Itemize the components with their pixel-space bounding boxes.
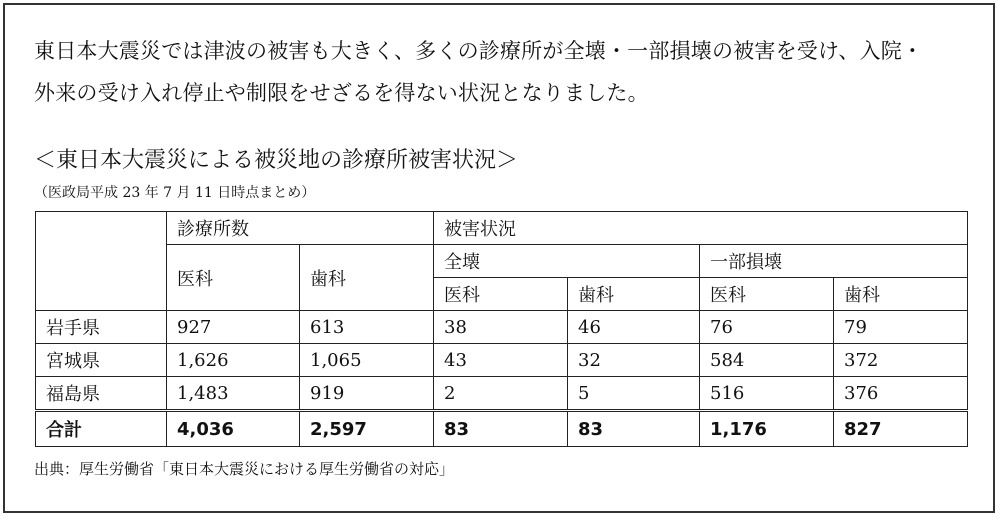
prefecture-cell: 福島県 bbox=[36, 377, 167, 411]
partial-damage-dental-cell: 79 bbox=[834, 311, 968, 344]
total-clinics-medical-cell: 4,036 bbox=[167, 411, 300, 447]
total-destruction-dental-cell: 83 bbox=[568, 411, 700, 447]
header-total-dental: 歯科 bbox=[568, 278, 700, 311]
header-partial-medical: 医科 bbox=[700, 278, 834, 311]
header-row-1 bbox=[36, 212, 968, 245]
total-row bbox=[36, 411, 968, 447]
intro-line-2: 外来の受け入れ停止や制限をせざるを得ない状況となりました。 bbox=[34, 81, 649, 105]
table-row bbox=[36, 311, 968, 344]
intro-paragraph bbox=[34, 30, 979, 114]
partial-damage-medical-cell: 76 bbox=[700, 311, 834, 344]
table-title: ＜東日本大震災による被災地の診療所被害状況＞ bbox=[34, 148, 519, 173]
prefecture-cell: 岩手県 bbox=[36, 311, 167, 344]
total-partial-dental-cell: 827 bbox=[834, 411, 968, 447]
clinics-medical-cell: 1,626 bbox=[167, 344, 300, 377]
prefecture-cell: 宮城県 bbox=[36, 344, 167, 377]
total-destruction-dental-cell: 5 bbox=[568, 377, 700, 411]
header-clinics-dental: 歯科 bbox=[300, 245, 434, 311]
header-clinics: 診療所数 bbox=[167, 212, 434, 245]
total-destruction-medical-cell: 43 bbox=[434, 344, 568, 377]
total-partial-medical-cell: 1,176 bbox=[700, 411, 834, 447]
total-destruction-medical-cell: 83 bbox=[434, 411, 568, 447]
total-label-cell: 合計 bbox=[36, 411, 167, 447]
header-clinics-medical: 医科 bbox=[167, 245, 300, 311]
clinics-medical-cell: 927 bbox=[167, 311, 300, 344]
header-total-medical: 医科 bbox=[434, 278, 568, 311]
partial-damage-dental-cell: 372 bbox=[834, 344, 968, 377]
corner-header-cell bbox=[36, 212, 167, 311]
header-damage: 被害状況 bbox=[434, 212, 968, 245]
total-clinics-dental-cell: 2,597 bbox=[300, 411, 434, 447]
header-partial-damage: 一部損壊 bbox=[700, 245, 968, 278]
clinics-dental-cell: 919 bbox=[300, 377, 434, 411]
total-destruction-medical-cell: 38 bbox=[434, 311, 568, 344]
table-row bbox=[36, 344, 968, 377]
clinics-dental-cell: 1,065 bbox=[300, 344, 434, 377]
header-partial-dental: 歯科 bbox=[834, 278, 968, 311]
header-total-destruction: 全壊 bbox=[434, 245, 700, 278]
partial-damage-dental-cell: 376 bbox=[834, 377, 968, 411]
total-destruction-dental-cell: 32 bbox=[568, 344, 700, 377]
partial-damage-medical-cell: 584 bbox=[700, 344, 834, 377]
header-row-2 bbox=[36, 245, 968, 278]
table-note: （医政局平成 23 年 7 月 11 日時点まとめ） bbox=[34, 185, 316, 201]
total-destruction-medical-cell: 2 bbox=[434, 377, 568, 411]
intro-line-1: 東日本大震災では津波の被害も大きく、多くの診療所が全壊・一部損壊の被害を受け、入院・ bbox=[34, 39, 924, 63]
table-row bbox=[36, 377, 968, 411]
total-destruction-dental-cell: 46 bbox=[568, 311, 700, 344]
clinics-medical-cell: 1,483 bbox=[167, 377, 300, 411]
clinics-dental-cell: 613 bbox=[300, 311, 434, 344]
clinic-damage-table bbox=[35, 211, 968, 447]
source-citation: 出典：厚生労働省「東日本大震災における厚生労働省の対応」 bbox=[34, 460, 455, 478]
partial-damage-medical-cell: 516 bbox=[700, 377, 834, 411]
